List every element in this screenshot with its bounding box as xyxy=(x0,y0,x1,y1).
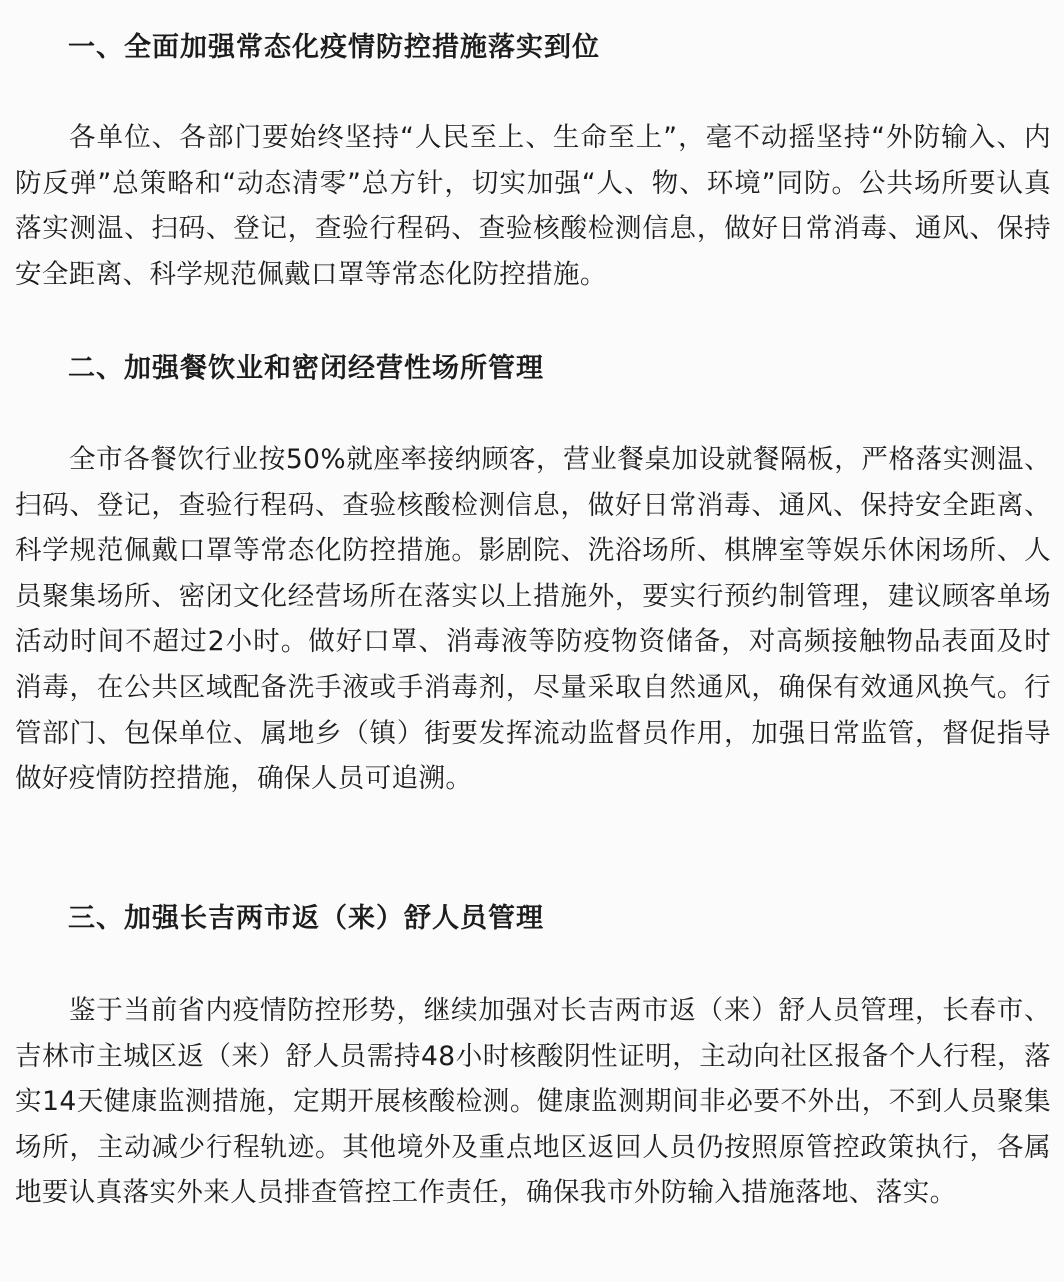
section-3-paragraph: 鉴于当前省内疫情防控形势，继续加强对长吉两市返（来）舒人员管理，长春市、吉林市主城区返（来）舒人员需持48小时核酸阴性证明，主动向社区报备个人行程，落实14天健康监测措施，定期开展核酸检测。健康监测期间非必要不外出，不到人员聚集场所，主动减少行程轨迹。其他境外及重点地区返回人员仍按照原管控政策执行，各属地要认真落实外来人员排查管控工作责任，确保我市外防输入措施落地、落实。 xyxy=(15,995,1051,1209)
section-1-paragraph: 各单位、各部门要始终坚持“人民至上、生命至上”，毫不动摇坚持“外防输入、内防反弹”总策略和“动态清零”总方针，切实加强“人、物、环境”同防。公共场所要认真落实测温、扫码、登记，查验行程码、查验核酸检测信息，做好日常消毒、通风、保持安全距离、科学规范佩戴口罩等常态化防控措施。 xyxy=(15,122,1051,290)
section-1-heading: 一、全面加强常态化疫情防控措施落实到位 xyxy=(68,32,600,63)
section-2-paragraph: 全市各餐饮行业按50%就座率接纳顾客，营业餐桌加设就餐隔板，严格落实测温、扫码、登记，查验行程码、查验核酸检测信息，做好日常消毒、通风、保持安全距离、科学规范佩戴口罩等常态化防控措施。影剧院、洗浴场所、棋牌室等娱乐休闲场所、人员聚集场所、密闭文化经营场所在落实以上措施外，要实行预约制管理，建议顾客单场活动时间不超过2小时。做好口罩、消毒液等防疫物资储备，对高频接触物品表面及时消毒，在公共区域配备洗手液或手消毒剂，尽量采取自然通风，确保有效通风换气。行管部门、包保单位、属地乡（镇）街要发挥流动监督员作用，加强日常监管，督促指导做好疫情防控措施，确保人员可追溯。 xyxy=(15,444,1051,795)
section-2-heading: 二、加强餐饮业和密闭经营性场所管理 xyxy=(68,353,544,384)
section-3-heading: 三、加强长吉两市返（来）舒人员管理 xyxy=(68,903,544,934)
